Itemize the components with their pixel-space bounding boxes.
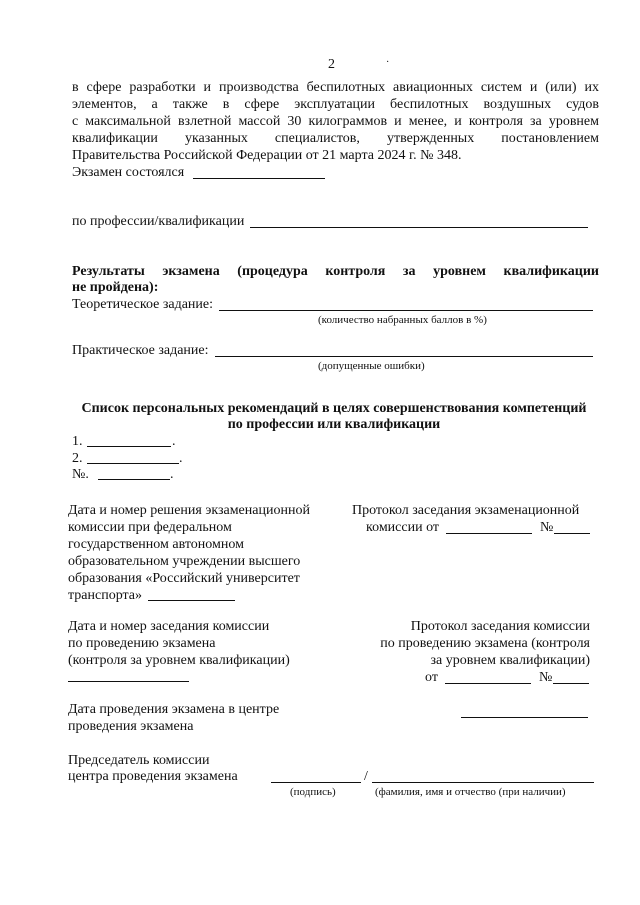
exam-held-label: Экзамен состоялся xyxy=(72,165,185,180)
chairman-line-2: центра проведения экзамена xyxy=(68,769,238,784)
chairman-line-1: Председатель комиссии xyxy=(68,753,210,768)
protocol-2-line-1: Протокол заседания комиссии xyxy=(410,619,590,634)
recommendation-item-2: 2. xyxy=(72,451,83,466)
fio-field[interactable] xyxy=(372,782,594,783)
profession-label: по профессии/квалификации xyxy=(72,214,245,229)
recommendation-end-dot-n: . xyxy=(170,467,174,482)
protocol-1-line-1: Протокол заседания экзаменационной xyxy=(352,503,580,518)
decision-line-1: Дата и номер решения экзаменационной xyxy=(68,503,310,518)
recommendation-item-n: №. xyxy=(72,467,89,482)
intro-line-1: в сфере разработки и производства беспилотных авиационных систем и (или) их xyxy=(72,80,599,95)
intro-line-2: элементов, а также в сфере эксплуатации беспилотных воздушных судов xyxy=(72,97,599,112)
fio-caption: (фамилия, имя и отчество (при наличии) xyxy=(375,786,566,798)
recommendation-end-dot-2: . xyxy=(179,451,183,466)
signature-field[interactable] xyxy=(271,782,361,783)
decision-line-4: образовательном учреждении высшего xyxy=(68,554,301,569)
protocol-2-number-field[interactable] xyxy=(553,683,589,684)
meeting-line-2: по проведению экзамена xyxy=(68,636,216,651)
theory-field[interactable] xyxy=(219,310,593,311)
profession-field[interactable] xyxy=(250,227,588,228)
theory-label: Теоретическое задание: xyxy=(72,297,214,312)
protocol-2-line-3: за уровнем квалификации) xyxy=(430,653,590,668)
decision-field[interactable] xyxy=(148,600,235,601)
protocol-2-number-sign: № xyxy=(539,670,553,685)
protocol-1-number-sign: № xyxy=(540,520,554,535)
recommendations-heading-line-1: Список персональных рекомендаций в целях совершенствования компетенций xyxy=(81,401,587,416)
meeting-line-1: Дата и номер заседания комиссии xyxy=(68,619,270,634)
exam-date-field[interactable] xyxy=(461,717,588,718)
intro-line-4: квалификации указанных специалистов, утвержденных постановлением xyxy=(72,131,599,146)
recommendation-field-1[interactable] xyxy=(87,446,171,447)
theory-caption: (количество набранных баллов в %) xyxy=(318,314,487,326)
practice-caption: (допущенные ошибки) xyxy=(318,360,425,372)
recommendation-end-dot-1: . xyxy=(172,434,176,449)
protocol-2-line-2: по проведению экзамена (контроля xyxy=(380,636,590,651)
decision-line-2: комиссии при федеральном xyxy=(68,520,232,535)
slash-separator: / xyxy=(364,769,368,784)
speck-mark: · xyxy=(386,57,390,68)
intro-line-5: Правительства Российской Федерации от 21 марта 2024 г. № 348. xyxy=(72,148,462,163)
decision-line-6: транспорта» xyxy=(68,588,143,603)
protocol-2-from-label: от xyxy=(425,670,438,685)
protocol-1-date-field[interactable] xyxy=(446,533,532,534)
results-heading-line-1: Результаты экзамена (процедура контроля за уровнем квалификации xyxy=(72,264,599,279)
page-number: 2 xyxy=(328,57,335,72)
meeting-field[interactable] xyxy=(68,681,189,682)
practice-field[interactable] xyxy=(215,356,593,357)
decision-line-5: образования «Российский университет xyxy=(68,571,300,586)
protocol-1-from-label: комиссии от xyxy=(366,520,440,535)
meeting-line-3: (контроля за уровнем квалификации) xyxy=(68,653,290,668)
signature-caption: (подпись) xyxy=(290,786,336,798)
results-heading-line-2: не пройдена): xyxy=(72,280,159,295)
practice-label: Практическое задание: xyxy=(72,343,209,358)
intro-line-3: с максимальной взлетной массой 30 килограммов и менее, и контроля за уровнем xyxy=(72,114,599,129)
recommendation-field-n[interactable] xyxy=(98,479,170,480)
exam-held-field[interactable] xyxy=(193,178,325,179)
recommendations-heading-line-2: по профессии или квалификации xyxy=(227,417,441,432)
exam-date-line-1: Дата проведения экзамена в центре xyxy=(68,702,280,717)
recommendation-field-2[interactable] xyxy=(87,463,179,464)
protocol-1-number-field[interactable] xyxy=(554,533,590,534)
decision-line-3: государственном автономном xyxy=(68,537,244,552)
exam-date-line-2: проведения экзамена xyxy=(68,719,194,734)
protocol-2-date-field[interactable] xyxy=(445,683,531,684)
recommendation-item-1: 1. xyxy=(72,434,83,449)
